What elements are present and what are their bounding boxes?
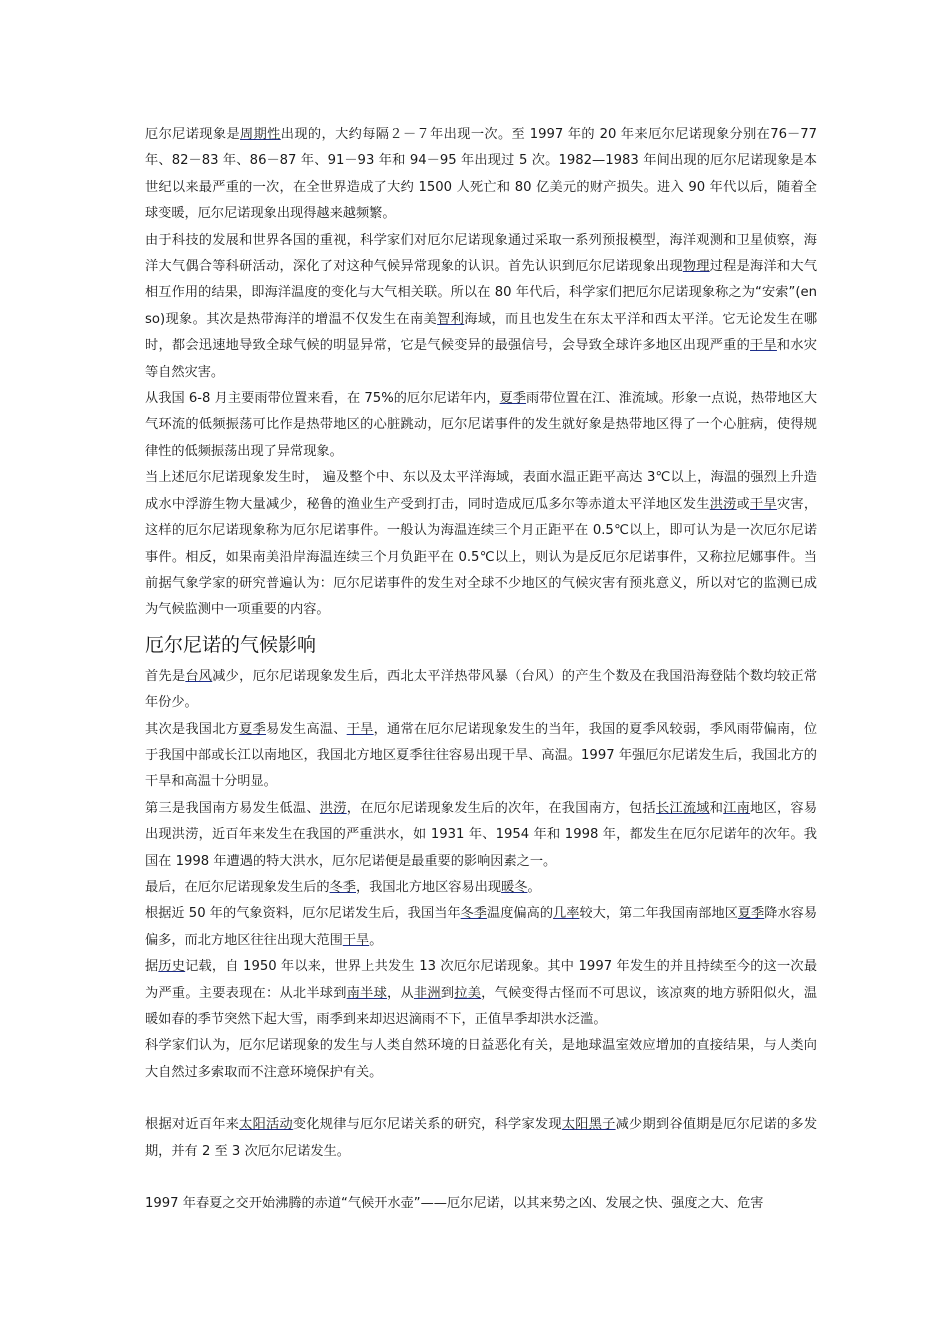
hyperlink[interactable]: 物理 xyxy=(682,259,710,275)
hyperlink[interactable]: 长江流域 xyxy=(655,800,710,816)
paragraph-solar: 根据对近百年来太阳活动变化规律与厄尔尼诺关系的研究，科学家发现太阳黑子减少期到谷值期是厄尔尼诺的多发期，并有 2 至 3 次厄尔尼诺发生。 xyxy=(145,1117,818,1159)
hyperlink[interactable]: 周期性 xyxy=(240,127,281,142)
hyperlink[interactable]: 夏季 xyxy=(239,721,267,737)
hyperlink[interactable]: 台风 xyxy=(185,668,213,684)
hyperlink[interactable]: 智利 xyxy=(437,311,465,327)
hyperlink[interactable]: 历史 xyxy=(158,959,186,975)
paragraph-event-definition: 当上述厄尔尼诺现象发生时， 遍及整个中、东以及太平洋海域，表面水温正距平高达 3℃以上，海温的强烈上升造成水中浮游生物大量减少，秘鲁的渔业生产受到打击，同时造成厄瓜多尔等赤道太平洋地区发生洪涝或干旱灾害，这样的厄尔尼诺现象称为厄尔尼诺事件。一般认为海温连续三个月正距平在 0.5℃以上，即可认为是一次厄尔尼诺事件。相反，如果南美沿岸海温连续三个月负距平在 0.5℃以上，则认为是反厄尔尼诺事件，又称拉尼娜事件。当前据气象学家的研究普遍认为：厄尔尼诺事件的发生对全球不少地区的气候灾害有预兆意义，所以对它的监测已成为气候监测中一项重要的内容。 xyxy=(145,470,818,618)
hyperlink[interactable]: 江南 xyxy=(723,800,751,816)
hyperlink[interactable]: 洪涝 xyxy=(709,496,737,512)
paragraph-rainbelt: 从我国 6-8 月主要雨带位置来看，在 75%的厄尔尼诺年内，夏季雨带位置在江、淮流域。形象一点说，热带地区大气环流的低频振荡可比作是热带地区的心脏跳动，厄尔尼诺事件的发生就好象是热带地区得了一个心脏病，使得规律性的低频振荡出现了异常现象。 xyxy=(145,391,818,459)
hyperlink[interactable]: 冬季 xyxy=(329,879,356,895)
spacer xyxy=(145,1086,817,1112)
hyperlink[interactable]: 洪涝 xyxy=(319,800,347,816)
hyperlink[interactable]: 暖冬 xyxy=(501,879,528,895)
hyperlink[interactable]: 几率 xyxy=(553,906,580,922)
section-heading: 厄尔尼诺的气候影响 xyxy=(145,633,317,656)
hyperlink[interactable]: 干旱 xyxy=(342,932,370,948)
hyperlink[interactable]: 干旱 xyxy=(750,496,777,512)
hyperlink[interactable]: 太阳黑子 xyxy=(561,1117,616,1133)
hyperlink[interactable]: 冬季 xyxy=(460,906,488,922)
paragraph-north-drought: 其次是我国北方夏季易发生高温、干旱，通常在厄尔尼诺现象发生的当年，我国的夏季风较弱，季风雨带偏南，位于我国中部或长江以南地区，我国北方地区夏季往往容易出现干旱、高温。1997 年强厄尔尼诺发生后，我国北方的干旱和高温十分明显。 xyxy=(145,721,818,790)
hyperlink[interactable]: 干旱 xyxy=(750,338,777,354)
paragraph-cycle: 厄尔尼诺现象是周期性出现的，大约每隔２－７年出现一次。至 1997 年的 20 年来厄尔尼诺现象分别在76－77 年、82－83 年、86－87 年、91－93 年和 94－95 年出现过 5 次。1982—1983 年间出现的厄尔尼诺现象是本世纪以来最严重的一次，在全世界造成了大约 1500 人死亡和 80 亿美元的财产损失。进入 90 年代以后，随着全球变暖，厄尔尼诺现象出现得越来越频繁。 xyxy=(145,127,818,222)
hyperlink[interactable]: 干旱 xyxy=(346,721,374,737)
hyperlink[interactable]: 非洲 xyxy=(413,985,441,1001)
hyperlink[interactable]: 夏季 xyxy=(499,391,527,407)
hyperlink[interactable]: 南半球 xyxy=(346,985,388,1001)
paragraph-scientists: 科学家们认为，厄尔尼诺现象的发生与人类自然环境的日益恶化有关，是地球温室效应增加的直接结果，与人类向大自然过多索取而不注意环境保护有关。 xyxy=(145,1038,817,1080)
document-body xyxy=(145,122,817,1217)
paragraph-typhoon: 首先是台风减少，厄尔尼诺现象发生后，西北太平洋热带风暴（台风）的产生个数及在我国沿海登陆个数均较正常年份少。 xyxy=(145,668,818,711)
paragraph-research: 由于科技的发展和世界各国的重视，科学家们对厄尔尼诺现象通过采取一系列预报模型，海洋观测和卫星侦察，海洋大气偶合等科研活动，深化了对这种气候异常现象的认识。首先认识到厄尔尼诺现象出现物理过程是海洋和大气相互作用的结果，即海洋温度的变化与大气相关联。所以在 80 年代后，科学家们把厄尔尼诺现象称之为“安索”(enso)现象。其次是热带海洋的增温不仅发生在南美智利海域，而且也发生在东太平洋和西太平洋。它无论发生在哪时，都会迅速地导致全球气候的明显异常，它是气候变异的最强信号，会导致全球许多地区出现严重的干旱和水灾等自然灾害。 xyxy=(145,232,818,380)
hyperlink[interactable]: 太阳活动 xyxy=(239,1117,293,1133)
paragraph-50-years: 根据近 50 年的气象资料，厄尔尼诺发生后，我国当年冬季温度偏高的几率较大，第二年我国南部地区夏季降水容易偏多，而北方地区往往出现大范围干旱。 xyxy=(145,906,818,948)
paragraph-warm-winter: 最后，在厄尔尼诺现象发生后的冬季，我国北方地区容易出现暖冬。 xyxy=(145,879,541,895)
paragraph-south-flood: 第三是我国南方易发生低温、洪涝，在厄尔尼诺现象发生后的次年，在我国南方，包括长江流域和江南地区，容易出现洪涝，近百年来发生在我国的严重洪水，如 1931 年、1954 年和 1998 年，都发生在厄尔尼诺年的次年。我国在 1998 年遭遇的特大洪水，厄尔尼诺便是最重要的影响因素之一。 xyxy=(145,800,818,869)
spacer xyxy=(145,1165,817,1191)
hyperlink[interactable]: 拉美 xyxy=(454,985,482,1001)
paragraph-history: 据历史记载，自 1950 年以来，世界上共发生 13 次厄尔尼诺现象。其中 1997 年发生的并且持续至今的这一次最为严重。主要表现在：从北半球到南半球，从非洲到拉美，气候变得古怪而不可思议，该凉爽的地方骄阳似火，温暖如春的季节突然下起大雪，雨季到来却迟迟滴雨不下，正值旱季却洪水泛滥。 xyxy=(145,959,818,1027)
paragraph-1997: 1997 年春夏之交开始沸腾的赤道“气候开水壶”——厄尔尼诺，以其来势之凶、发展之快、强度之大、危害 xyxy=(145,1196,764,1212)
hyperlink[interactable]: 夏季 xyxy=(737,906,765,922)
